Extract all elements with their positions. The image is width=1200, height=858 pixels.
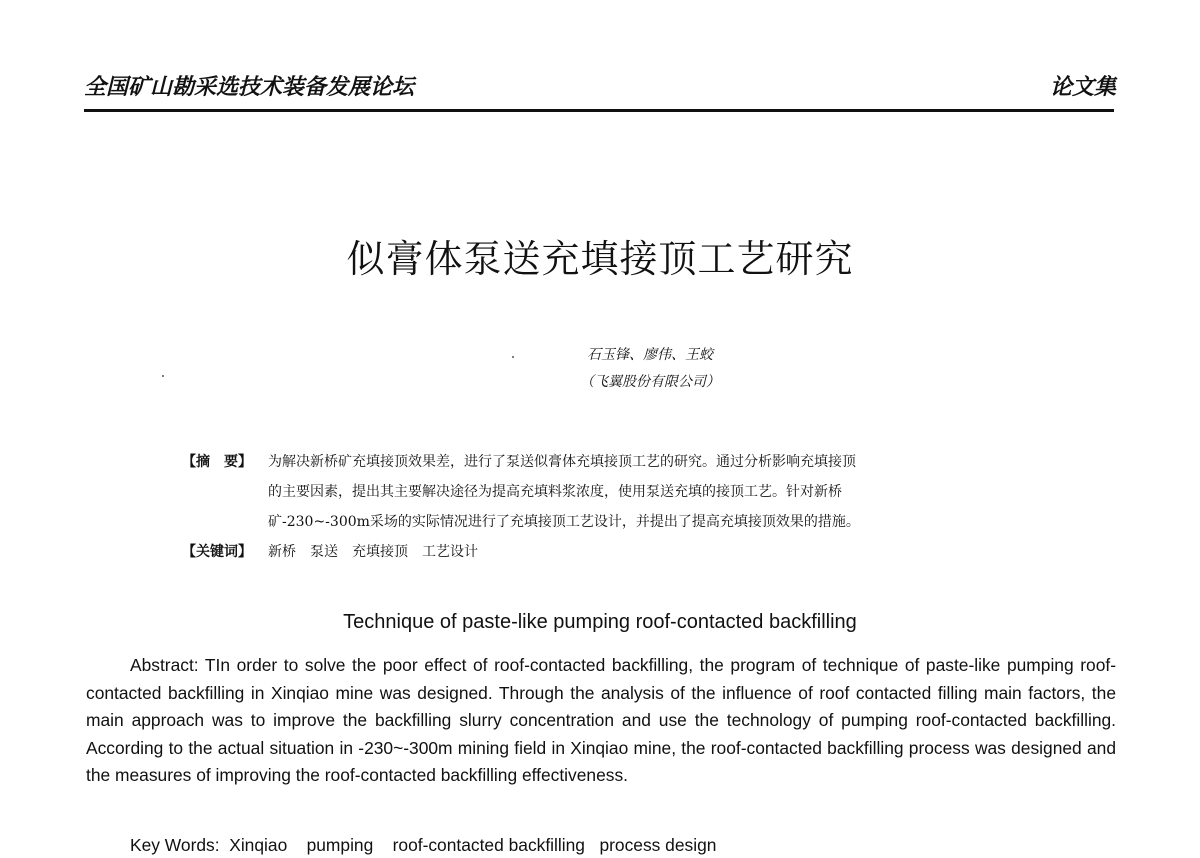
cn-abstract-line: 为解决新桥矿充填接顶效果差，进行了泵送似膏体充填接顶工艺的研究。通过分析影响充填接顶 (268, 454, 856, 470)
scan-speck (162, 375, 164, 377)
cn-keywords: 新桥 泵送 充填接顶 工艺设计 (268, 544, 478, 560)
affiliation: （飞翼股份有限公司） (580, 374, 720, 390)
english-keywords: Key Words: Xinqiao pumping roof-contacted backfilling process design (130, 835, 717, 855)
cn-abstract-line: 的主要因素，提出其主要解决途径为提高充填料浆浓度，使用泵送充填的接顶工艺。针对新桥 (268, 484, 842, 500)
scan-speck (512, 356, 514, 358)
english-title: Technique of paste-like pumping roof-contacted backfilling (343, 611, 857, 633)
paper-title: 似膏体泵送充填接顶工艺研究 (346, 237, 854, 281)
cn-abstract-tag: 【摘 要】 (182, 454, 252, 470)
running-header-section: 论文集 (1049, 75, 1116, 100)
author-list: 石玉锋、廖伟、王蛟 (587, 347, 713, 363)
cn-keywords-tag: 【关键词】 (182, 544, 252, 560)
header-rule (84, 109, 1114, 112)
english-abstract: Abstract: TIn order to solve the poor effect of roof-contacted backfilling, the program of technique of paste-like pumping roof-contacted backfilling in Xinqiao mine was designed. Through the analysis of the influence of roof contacted filling main factors, the main approach was to improve the backfilling slurry concentration and use the technology of pumping roof-contacted backfilling. According to the actual situation in -230~-300m mining field in Xinqiao mine, the roof-contacted backfilling process was designed and the measures of improving the roof-contacted backfilling effectiveness. (86, 655, 1116, 785)
cn-abstract-line: 矿-230~-300m采场的实际情况进行了充填接顶工艺设计，并提出了提高充填接顶效果的措施。 (268, 514, 860, 530)
running-header-title: 全国矿山勘采选技术装备发展论坛 (84, 75, 415, 100)
